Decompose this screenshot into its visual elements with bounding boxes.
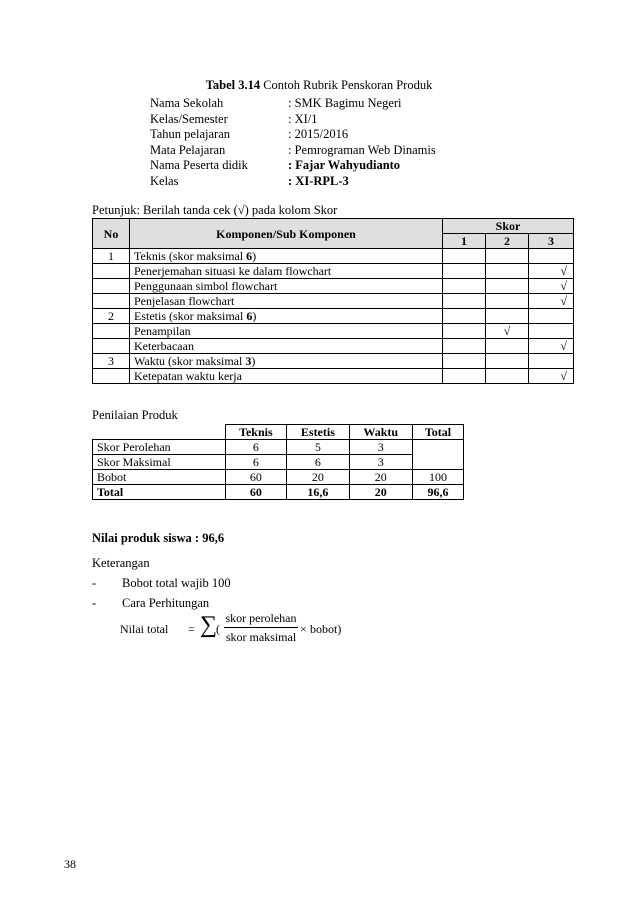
cell: 3 (349, 455, 412, 470)
component-text-tail: ) (252, 249, 257, 263)
score-cell-3 (529, 369, 574, 384)
penilaian-title: Penilaian Produk (92, 408, 178, 422)
score-cell-3 (529, 294, 574, 309)
score-cell-2 (486, 309, 529, 324)
table-row (93, 339, 574, 354)
cell: 6 (287, 455, 349, 470)
score-cell-1 (443, 309, 486, 324)
score-cell-1 (443, 264, 486, 279)
score-cell-1 (443, 249, 486, 264)
formula-label: Nilai total (120, 622, 169, 636)
col-total: Total (412, 425, 463, 440)
table-row (93, 249, 574, 264)
cell: 96,6 (412, 485, 463, 500)
col-score-3: 3 (529, 234, 574, 249)
component-label (130, 294, 443, 309)
max-score: 6 (246, 309, 253, 323)
cell: 5 (287, 440, 349, 455)
score-cell-2 (486, 279, 529, 294)
info-value: : XI/1 (288, 111, 318, 126)
score-cell-1 (443, 354, 486, 369)
component-text: Penggunaan simbol flowchart (134, 279, 278, 293)
component-text-tail: ) (251, 354, 256, 368)
formula-numerator: skor perolehan (224, 611, 298, 628)
formula-tail: bobot) (310, 622, 342, 636)
component-text: Penampilan (134, 324, 191, 338)
info-row (150, 112, 436, 128)
row-label: Bobot (93, 470, 226, 485)
table-row (93, 294, 574, 309)
table-row (93, 470, 464, 485)
penilaian-table (92, 424, 464, 500)
col-no: No (93, 219, 130, 249)
list-item (92, 576, 231, 591)
component-label (130, 339, 443, 354)
row-number: 2 (93, 309, 130, 324)
info-value: : 2015/2016 (288, 127, 349, 142)
component-label (130, 264, 443, 279)
table-row (93, 279, 574, 294)
col-score-1: 1 (443, 234, 486, 249)
formula-open-paren: ( (216, 622, 220, 636)
row-number (93, 324, 130, 339)
col-waktu: Waktu (349, 425, 412, 440)
bullet-dash: - (92, 596, 97, 610)
info-row (150, 96, 436, 112)
component-label (130, 279, 443, 294)
penilaian-header-row (93, 425, 464, 440)
component-label (130, 354, 443, 369)
info-row (150, 127, 436, 143)
penilaian-corner (93, 425, 226, 440)
row-number (93, 279, 130, 294)
table-row (93, 440, 464, 455)
formula-denominator: skor maksimal (225, 630, 297, 644)
sigma-symbol: ∑ (200, 612, 218, 638)
score-cell-1 (443, 339, 486, 354)
info-value: : Pemrograman Web Dinamis (288, 142, 436, 157)
table-caption (0, 78, 638, 93)
info-row (150, 158, 436, 174)
row-number (93, 369, 130, 384)
table-row (93, 309, 574, 324)
score-cell-3 (529, 264, 574, 279)
list-item (92, 596, 209, 611)
rubric-table (92, 218, 574, 384)
component-text: Teknis (skor maksimal (134, 249, 247, 263)
score-cell-3 (529, 324, 574, 339)
info-value: : SMK Bagimu Negeri (288, 96, 402, 111)
max-score: 3 (245, 354, 252, 368)
final-score: Nilai produk siswa : 96,6 (92, 531, 225, 545)
info-row (150, 143, 436, 159)
cell: 20 (287, 470, 349, 485)
row-number (93, 264, 130, 279)
info-value: : XI-RPL-3 (288, 173, 349, 188)
cell: 6 (225, 455, 287, 470)
component-text: Ketepatan waktu kerja (134, 369, 242, 383)
cell-empty (412, 440, 463, 470)
table-row (93, 324, 574, 339)
info-label: Nama Sekolah (150, 96, 224, 111)
score-cell-3 (529, 354, 574, 369)
component-text-tail: ) (252, 309, 257, 323)
checkmark-icon: √ (560, 369, 567, 383)
checkmark-icon: √ (503, 324, 511, 338)
score-cell-2 (486, 264, 529, 279)
row-label: Skor Perolehan (93, 440, 226, 455)
row-number: 1 (93, 249, 130, 264)
component-text: Penjelasan flowchart (134, 294, 235, 308)
bullet-text: Cara Perhitungan (122, 596, 210, 610)
cell: 6 (225, 440, 287, 455)
component-label (130, 324, 443, 339)
score-cell-2 (486, 354, 529, 369)
info-value: : Fajar Wahyudianto (288, 158, 401, 173)
info-label: Kelas/Semester (150, 111, 228, 126)
rubric-header-row (93, 219, 574, 234)
table-row-total (93, 485, 464, 500)
score-cell-2 (486, 339, 529, 354)
table-row (93, 369, 574, 384)
component-text: Waktu (skor maksimal (134, 354, 246, 368)
component-text: Keterbacaan (134, 339, 194, 353)
score-cell-2 (486, 369, 529, 384)
formula-times: × (300, 622, 307, 636)
row-label: Total (93, 485, 226, 500)
checkmark-icon: √ (560, 264, 567, 278)
checkmark-icon: √ (560, 339, 567, 353)
info-label: Mata Pelajaran (150, 142, 226, 157)
bullet-text: Bobot total wajib 100 (122, 576, 231, 590)
info-row (150, 174, 436, 190)
info-label: Kelas (150, 173, 179, 188)
caption-text: Contoh Rubrik Penskoran Produk (263, 78, 433, 92)
cell: 20 (349, 470, 412, 485)
score-cell-1 (443, 294, 486, 309)
school-info (150, 96, 436, 189)
max-score: 6 (246, 249, 253, 263)
formula-equals: = (188, 622, 195, 636)
table-row (93, 455, 464, 470)
component-label (130, 309, 443, 324)
instructions: Petunjuk: Berilah tanda cek (√) pada kolom Skor (92, 203, 338, 217)
score-cell-2 (486, 294, 529, 309)
score-cell-3 (529, 309, 574, 324)
cell: 20 (349, 485, 412, 500)
info-label: Nama Peserta didik (150, 158, 248, 173)
cell: 60 (225, 485, 287, 500)
col-skor: Skor (443, 219, 574, 234)
checkmark-icon: √ (560, 294, 567, 308)
score-cell-2 (486, 249, 529, 264)
col-estetis: Estetis (287, 425, 349, 440)
formula (120, 611, 360, 647)
checkmark-icon: √ (560, 279, 567, 293)
row-label: Skor Maksimal (93, 455, 226, 470)
score-cell-3 (529, 279, 574, 294)
cell: 3 (349, 440, 412, 455)
page-number: 38 (64, 857, 76, 871)
score-cell-2 (486, 324, 529, 339)
row-number (93, 294, 130, 309)
col-komponen: Komponen/Sub Komponen (130, 219, 443, 249)
component-label (130, 249, 443, 264)
score-cell-3 (529, 339, 574, 354)
keterangan-label: Keterangan (92, 556, 150, 570)
score-cell-3 (529, 249, 574, 264)
caption-label: Tabel 3.14 (205, 78, 261, 92)
info-label: Tahun pelajaran (150, 127, 230, 142)
table-row (93, 354, 574, 369)
component-label (130, 369, 443, 384)
col-teknis: Teknis (225, 425, 287, 440)
row-number: 3 (93, 354, 130, 369)
component-text: Estetis (skor maksimal (134, 309, 247, 323)
cell: 60 (225, 470, 287, 485)
score-cell-1 (443, 279, 486, 294)
score-cell-1 (443, 369, 486, 384)
score-cell-1 (443, 324, 486, 339)
col-score-2: 2 (486, 234, 529, 249)
row-number (93, 339, 130, 354)
component-text: Penerjemahan situasi ke dalam flowchart (134, 264, 332, 278)
cell: 100 (412, 470, 463, 485)
formula-fraction (224, 611, 298, 645)
table-row (93, 264, 574, 279)
cell: 16,6 (287, 485, 349, 500)
bullet-dash: - (92, 576, 97, 590)
